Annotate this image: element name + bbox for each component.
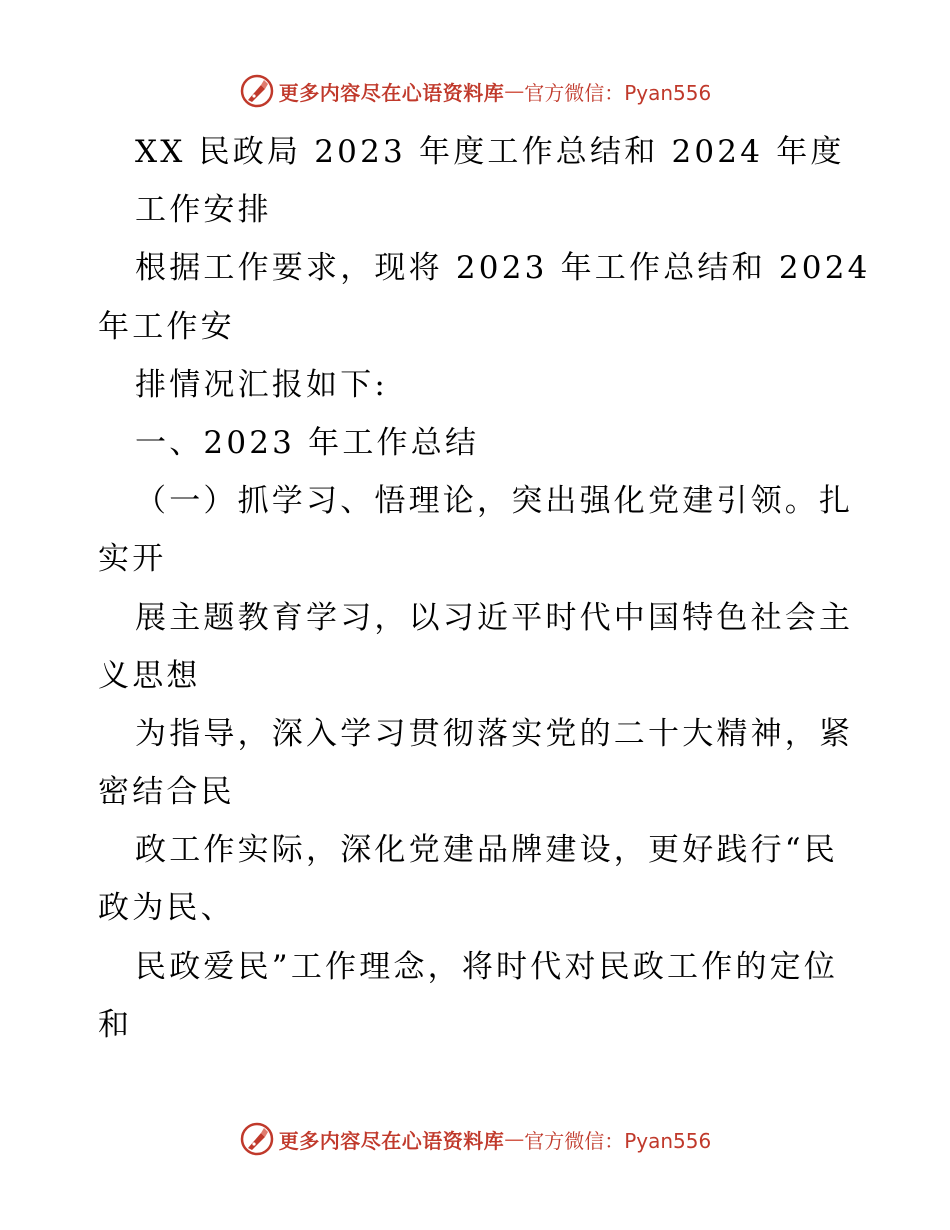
watermark-contact: 官方微信：Pyan556 — [524, 80, 712, 105]
pen-nib-icon — [239, 1121, 275, 1157]
document-line: 展主题教育学习，以习近平时代中国特色社会主 — [135, 599, 854, 636]
header-watermark — [0, 69, 950, 113]
footer-watermark — [0, 1117, 950, 1161]
document-line: 根据工作要求，现将 2023 年工作总结和 2024 — [135, 250, 871, 287]
document-line: 实开 — [98, 541, 167, 578]
document-body — [98, 123, 871, 1054]
document-line: 政工作实际，深化党建品牌建设，更好践行“民 — [135, 832, 839, 869]
document-line: XX 民政局 2023 年度工作总结和 2024 年度 — [135, 134, 845, 170]
watermark-text: 更多内容尽在心语资料库 — [278, 1128, 505, 1153]
document-line: 一、2023 年工作总结 — [135, 424, 480, 461]
document-line: 政为民、 — [98, 890, 235, 927]
watermark-contact: 官方微信：Pyan556 — [524, 1128, 712, 1153]
document-line: 义思想 — [98, 657, 201, 694]
watermark-text: 更多内容尽在心语资料库 — [278, 80, 505, 105]
document-line: 民政爱民”工作理念，将时代对民政工作的定位 — [135, 948, 839, 985]
document-line: 为指导，深入学习贯彻落实党的二十大精神，紧 — [135, 715, 854, 752]
document-line: 密结合民 — [98, 774, 235, 811]
document-line: 年工作安 — [98, 308, 235, 345]
watermark-separator: — — [504, 79, 525, 103]
document-line: 和 — [98, 1006, 133, 1043]
pen-nib-icon — [239, 73, 275, 109]
document-line: （一）抓学习、悟理论，突出强化党建引领。扎 — [135, 483, 854, 520]
watermark-separator: — — [504, 1127, 525, 1151]
document-line: 工作安排 — [135, 192, 272, 229]
document-line: 排情况汇报如下: — [135, 366, 389, 403]
